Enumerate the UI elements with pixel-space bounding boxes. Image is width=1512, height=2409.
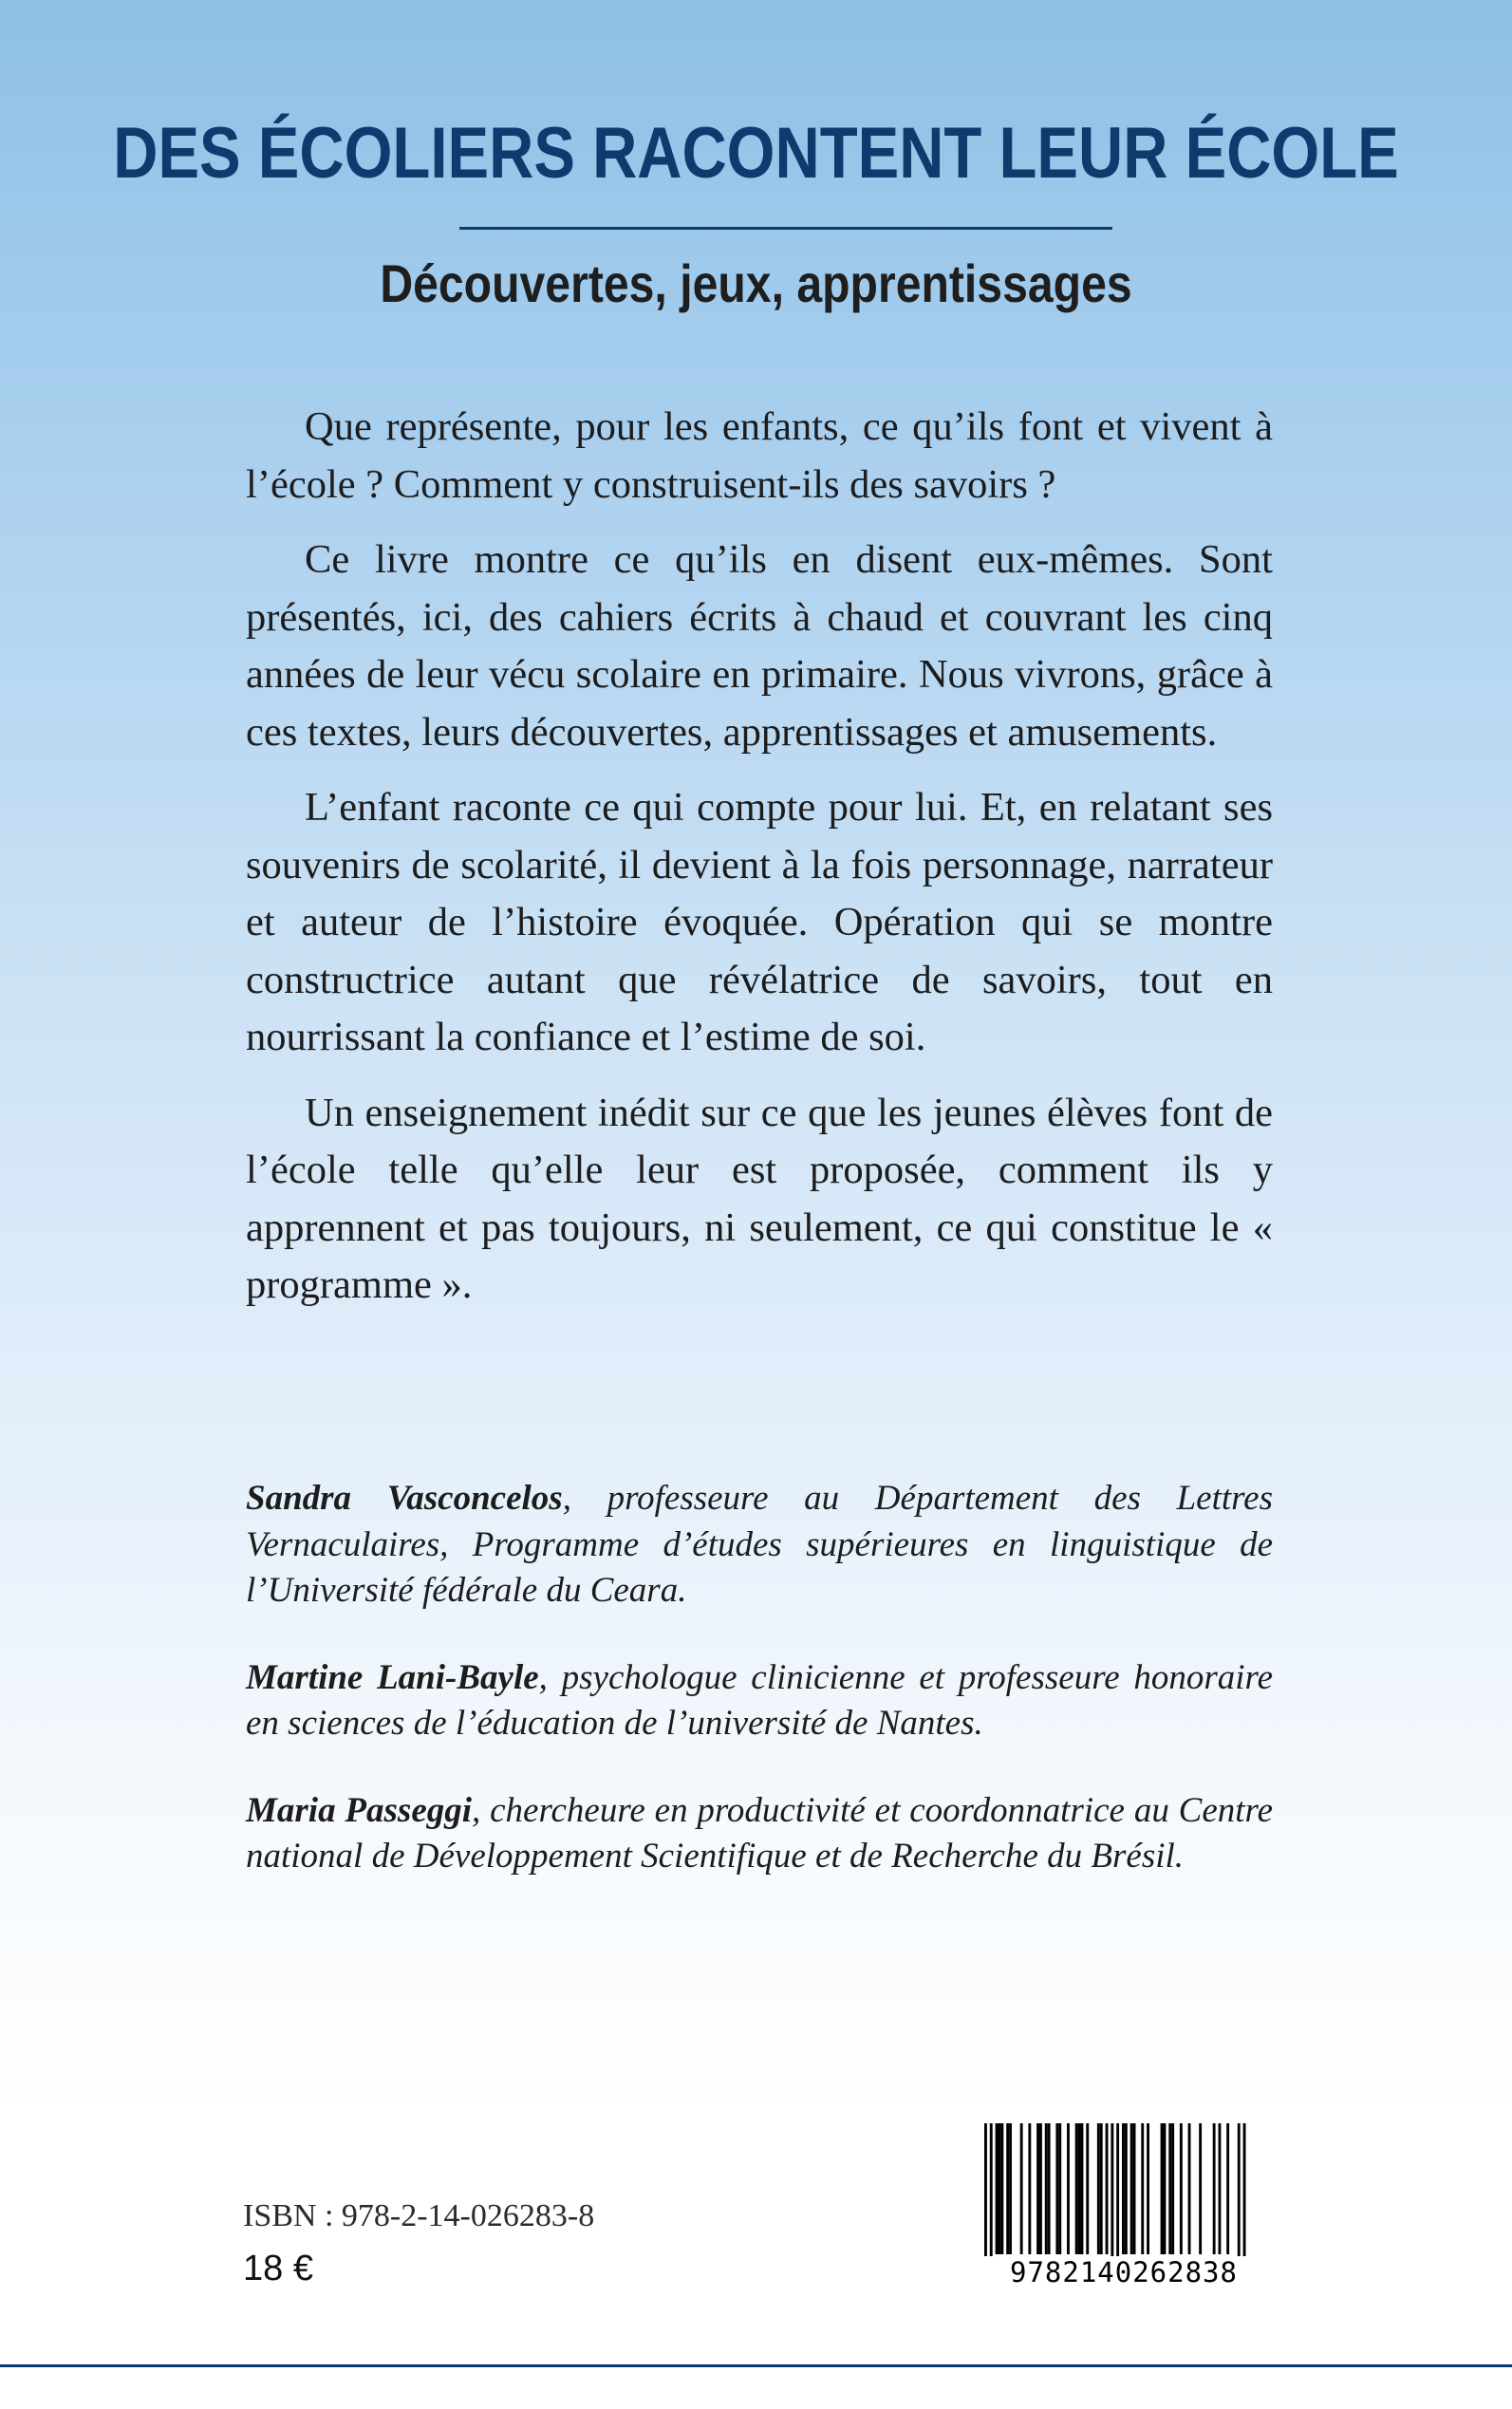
barcode-bar: [999, 2123, 1001, 2254]
barcode-bar: [1168, 2123, 1171, 2254]
barcode-bar: [1067, 2123, 1070, 2254]
barcode-bar: [1028, 2123, 1031, 2254]
barcode-bar: [1078, 2123, 1081, 2254]
barcode-bar: [1111, 2123, 1113, 2262]
barcode-bar: [1075, 2123, 1078, 2254]
barcode-bar: [1058, 2123, 1061, 2254]
book-subtitle: Découvertes, jeux, apprentissages: [380, 253, 1132, 313]
barcode-bar: [1226, 2123, 1229, 2254]
author-name: Martine Lani-Bayle: [246, 1657, 539, 1697]
title-divider: [459, 227, 1112, 230]
author-name: Sandra Vasconcelos: [246, 1479, 563, 1518]
barcode-bar: [1086, 2123, 1089, 2254]
barcode-bar: [1164, 2123, 1167, 2254]
barcode-bar: [1199, 2123, 1202, 2254]
barcode-bar: [1141, 2123, 1144, 2254]
barcode-number: 9782140262838: [979, 2256, 1269, 2288]
barcode-bar: [1055, 2123, 1058, 2254]
barcode-bars: [979, 2120, 1269, 2262]
barcode-bar: [1161, 2123, 1164, 2254]
barcode-bar: [1048, 2123, 1051, 2254]
barcode-bar: [1147, 2123, 1149, 2254]
barcode-bar: [1006, 2123, 1009, 2254]
blurb-paragraph: Ce livre montre ce qu’ils en disent eux-mêmes. Sont présentés, ici, des cahiers écrits à chaud et couvrant les cinq années de leur vécu scolaire en primaire. Nous vivrons, grâce à ces textes, leurs découvertes, apprentissages et amusements.: [246, 537, 1273, 755]
barcode-bar: [1180, 2123, 1183, 2254]
author-bio: [246, 1788, 1273, 1880]
barcode-bar: [1039, 2123, 1042, 2254]
author-bios: [246, 1476, 1273, 1921]
barcode: [979, 2120, 1269, 2286]
barcode-bar: [1133, 2123, 1136, 2254]
barcode-bar: [1000, 2123, 1003, 2254]
barcode-bar: [996, 2123, 999, 2254]
author-description: , professeure au Département des Lettres Vernaculaires, Programme d’études supérieures en linguistique de l’Université fédérale du Ceara.: [246, 1479, 1273, 1610]
author-bio: [246, 1655, 1273, 1747]
barcode-bar: [1125, 2123, 1128, 2254]
barcode-bar: [1097, 2123, 1100, 2254]
barcode-bar: [1116, 2123, 1119, 2262]
author-description: , chercheure en productivité et coordonnatrice au Centre national de Développement Scientifique et de Recherche du Brésil.: [246, 1790, 1273, 1876]
barcode-bar: [1009, 2123, 1012, 2254]
barcode-bar: [984, 2123, 987, 2262]
price-label: 18 €: [243, 2249, 313, 2288]
barcode-bar: [1081, 2123, 1084, 2254]
barcode-bar: [1020, 2123, 1023, 2254]
barcode-bar: [1238, 2123, 1241, 2262]
barcode-bar: [1243, 2123, 1246, 2262]
blurb-paragraph: L’enfant raconte ce qui compte pour lui. Et, en relatant ses souvenirs de scolarité, il devient à la fois personnage, narrateur et auteur de l’histoire évoquée. Opération qui se montre constructrice autant que révélatrice de savoirs, tout en nourrissant la confiance et l’estime de soi.: [246, 785, 1273, 1059]
barcode-bar: [1130, 2123, 1133, 2254]
bottom-divider: [0, 2364, 1512, 2367]
blurb: [246, 399, 1273, 1333]
isbn-label: ISBN : 978-2-14-026283-8: [243, 2198, 595, 2233]
book-title: DES ÉCOLIERS RACONTENT LEUR ÉCOLE: [113, 113, 1399, 194]
author-bio: [246, 1476, 1273, 1615]
blurb-paragraph: Un enseignement inédit sur ce que les jeunes élèves font de l’école telle qu’elle leur est proposée, comment ils y apprennent et pas toujours, ni seulement, ce qui constitue le « programme ».: [246, 1090, 1273, 1307]
barcode-bar: [1045, 2123, 1048, 2254]
author-name: Maria Passeggi: [246, 1790, 473, 1830]
barcode-bar: [1122, 2123, 1125, 2254]
author-description: , psychologue clinicienne et professeure honoraire en sciences de l’éducation de l’université de Nantes.: [246, 1657, 1273, 1743]
blurb-paragraph: Que représente, pour les enfants, ce qu’ils font et vivent à l’école ? Comment y construisent-ils des savoirs ?: [246, 404, 1273, 507]
barcode-bar: [1213, 2123, 1216, 2254]
barcode-bar: [1188, 2123, 1191, 2254]
barcode-bar: [1219, 2123, 1222, 2254]
barcode-bar: [990, 2123, 993, 2262]
barcode-bar: [1100, 2123, 1103, 2254]
barcode-bar: [1036, 2123, 1039, 2254]
barcode-bar: [1171, 2123, 1174, 2254]
barcode-bar: [1106, 2123, 1109, 2254]
